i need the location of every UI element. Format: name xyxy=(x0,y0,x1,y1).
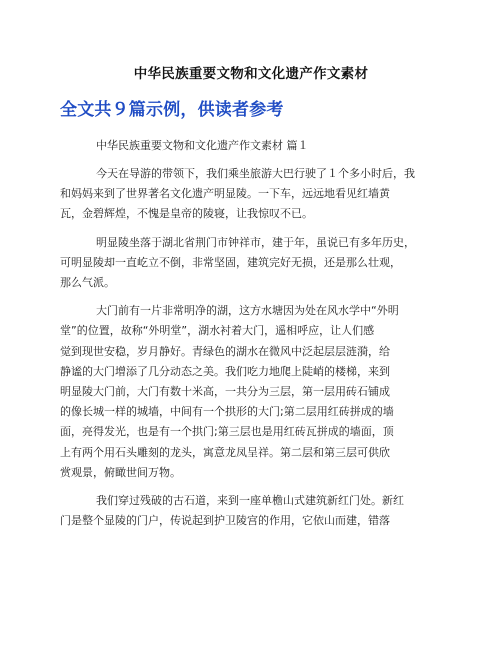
text-line: 门是整个显陵的门户，传说起到护卫陵宫的作用，它依山而建，错落 xyxy=(60,514,390,528)
paragraph-2 xyxy=(60,233,450,294)
text-line: 瓦，金碧辉煌，不愧是皇帝的陵寝，让我惊叹不已。 xyxy=(60,207,313,221)
text-line: 静谧的大门增添了几分动态之美。我们吃力地爬上陡峭的楼梯，来到 xyxy=(60,364,390,378)
text-line: 上有两个用石头雕刻的龙头，寓意龙凤呈祥。第二层和第三层可供欣 xyxy=(60,445,390,459)
paragraph-4 xyxy=(60,491,450,531)
text-line: 觉到现世安稳，岁月静好。青绿色的湖水在微风中泛起层层涟漪，给 xyxy=(60,344,390,358)
document-subtitle: 全文共９篇示例，供读者参考 xyxy=(60,100,284,120)
text-line: 堂”的位置，故称“外明堂”，湖水衬着大门，遥相呼应，让人们感 xyxy=(60,324,375,338)
article-body xyxy=(60,136,450,539)
text-line: 那么气派。 xyxy=(60,276,115,290)
text-line: 大门前有一片非常明净的湖，这方水塘因为处在风水学中“外明 xyxy=(96,304,399,318)
text-line: 的像长城一样的城墙，中间有一个拱形的大门;第二层用红砖拼成的墙 xyxy=(60,405,394,419)
text-line: 今天在导游的带领下，我们乘坐旅游大巴行驶了１个多小时后，我 xyxy=(96,167,415,180)
text-line: 明显陵大门前，大门有数十米高，一共分为三层，第一层用砖石铺成 xyxy=(60,385,390,399)
text-line: 我们穿过残破的古石道，来到一座单檐山式建筑新红门处。新红 xyxy=(96,494,404,508)
text-line: 赏观景，俯瞰世间万物。 xyxy=(60,465,181,479)
text-line: 和妈妈来到了世界著名文化遗产明显陵。一下车，远远地看见红墙黄 xyxy=(60,187,390,201)
document-title: 中华民族重要文物和文化遗产作文素材 xyxy=(133,66,369,82)
text-line: 面，亮得发光，也是有一个拱门;第三层也是用红砖瓦拼成的墙面，顶 xyxy=(60,425,394,439)
paragraph-1 xyxy=(60,164,450,225)
paragraph-3 xyxy=(60,301,450,483)
text-line: 可明显陵却一直屹立不倒，非常坚固，建筑完好无损，还是那么壮观， xyxy=(60,255,401,269)
article-heading: 中华民族重要文物和文化遗产作文素材 篇１ xyxy=(96,139,309,152)
text-line: 明显陵坐落于湖北省荆门市钟祥市，建于年，虽说已有多年历史， xyxy=(96,235,415,249)
